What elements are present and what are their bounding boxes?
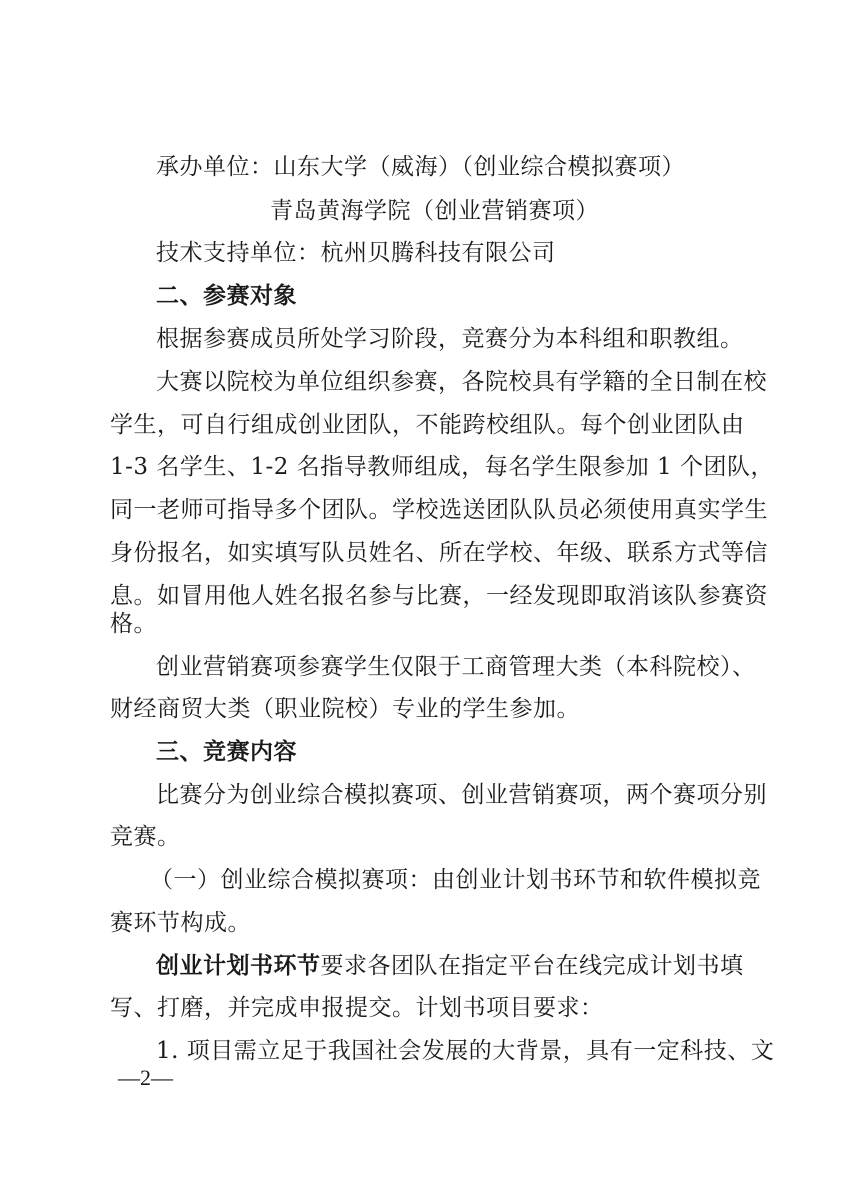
paragraph-4-line-2: 竞赛。 (110, 824, 181, 850)
paragraph-6-line-1-rest: 要求各团队在指定平台在线完成计划书填 (320, 953, 744, 979)
paragraph-5-line-2: 赛环节构成。 (110, 910, 251, 936)
paragraph-2-line-1: 大赛以院校为单位组织参赛，各院校具有学籍的全日制在校 (156, 369, 767, 395)
paragraph-2-line-6: 息。如冒用他人姓名报名参与比赛，一经发现即取消该队参赛资 (110, 583, 768, 609)
section-heading-2: 二、参赛对象 (156, 283, 297, 309)
paragraph-6-line-1 (156, 951, 744, 981)
paragraph-2-line-3: 1-3 名学生、1-2 名指导教师组成，每名学生限参加 1 个团队， (110, 454, 774, 480)
paragraph-3-line-1: 创业营销赛项参赛学生仅限于工商管理大类（本科院校）、 (156, 654, 756, 680)
paragraph-2-line-4: 同一老师可指导多个团队。学校选送团队队员必须使用真实学生 (110, 497, 768, 523)
host-unit-line-2: 青岛黄海学院（创业营销赛项） (270, 198, 599, 224)
bold-term: 创业计划书环节 (156, 953, 321, 979)
paragraph-5-line-1: （一）创业综合模拟赛项：由创业计划书环节和软件模拟竞 (150, 867, 761, 893)
paragraph-2-line-2: 学生，可自行组成创业团队，不能跨校组队。每个创业团队由 (110, 412, 745, 438)
paragraph-2-line-5: 身份报名，如实填写队员姓名、所在学校、年级、联系方式等信 (110, 540, 768, 566)
paragraph-3-line-2: 财经商贸大类（职业院校）专业的学生参加。 (110, 696, 580, 722)
paragraph-7-line-1: 1. 项目需立足于我国社会发展的大背景，具有一定科技、文 (156, 1038, 775, 1064)
paragraph-4-line-1: 比赛分为创业综合模拟赛项、创业营销赛项，两个赛项分别 (156, 782, 767, 808)
page-number: —2— (118, 1065, 173, 1090)
host-unit-line-1: 承办单位：山东大学（威海）（创业综合模拟赛项） (156, 154, 685, 180)
tech-support-line: 技术支持单位：杭州贝腾科技有限公司 (156, 240, 556, 266)
paragraph-1-line: 根据参赛成员所处学习阶段，竞赛分为本科组和职教组。 (156, 326, 744, 352)
paragraph-6-line-2: 写、打磨，并完成申报提交。计划书项目要求： (110, 995, 604, 1021)
paragraph-2-line-7: 格。 (110, 611, 157, 637)
section-heading-3: 三、竞赛内容 (156, 739, 297, 765)
